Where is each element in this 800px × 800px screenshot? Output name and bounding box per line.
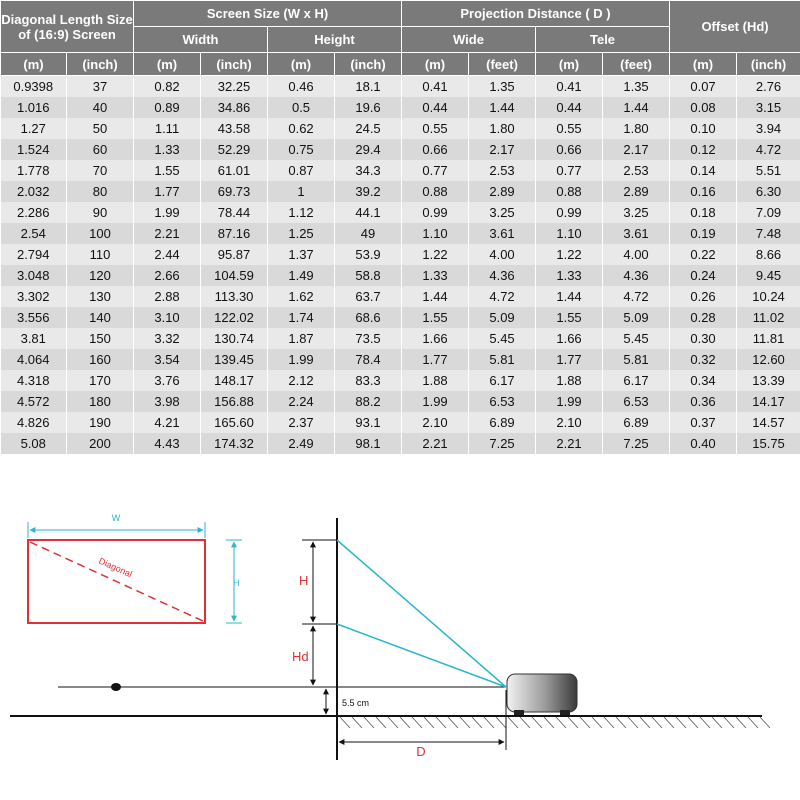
table-cell: 5.09 — [603, 307, 670, 328]
table-cell: 1.35 — [469, 76, 536, 98]
hatch-line — [748, 717, 758, 728]
table-cell: 150 — [67, 328, 134, 349]
table-cell: 0.75 — [268, 139, 335, 160]
hatch-line — [508, 717, 518, 728]
table-cell: 1.88 — [536, 370, 603, 391]
table-cell: 2.76 — [737, 76, 800, 98]
table-cell: 0.22 — [670, 244, 737, 265]
table-cell: 4.00 — [603, 244, 670, 265]
table-cell: 7.48 — [737, 223, 800, 244]
table-cell: 87.16 — [201, 223, 268, 244]
table-cell: 3.81 — [1, 328, 67, 349]
table-cell: 1.99 — [536, 391, 603, 412]
table-cell: 200 — [67, 433, 134, 454]
table-cell: 1.55 — [134, 160, 201, 181]
table-cell: 4.72 — [603, 286, 670, 307]
table-cell: 1.25 — [268, 223, 335, 244]
hatch-line — [652, 717, 662, 728]
table-cell: 0.10 — [670, 118, 737, 139]
table-cell: 0.55 — [536, 118, 603, 139]
table-cell: 68.6 — [335, 307, 402, 328]
table-cell: 1.33 — [536, 265, 603, 286]
table-cell: 0.14 — [670, 160, 737, 181]
table-cell: 4.72 — [469, 286, 536, 307]
table-cell: 190 — [67, 412, 134, 433]
hatch-line — [640, 717, 650, 728]
table-cell: 12.60 — [737, 349, 800, 370]
table-cell: 2.10 — [536, 412, 603, 433]
table-cell: 1.22 — [402, 244, 469, 265]
table-cell: 0.12 — [670, 139, 737, 160]
unit-header: (m) — [268, 53, 335, 76]
table-cell: 34.3 — [335, 160, 402, 181]
table-cell: 0.07 — [670, 76, 737, 98]
table-cell: 1.10 — [536, 223, 603, 244]
table-cell: 130 — [67, 286, 134, 307]
hatch-line — [400, 717, 410, 728]
table-cell: 78.4 — [335, 349, 402, 370]
table-cell: 50 — [67, 118, 134, 139]
table-cell: 0.9398 — [1, 76, 67, 98]
hatch-line — [556, 717, 566, 728]
hatch-line — [484, 717, 494, 728]
table-cell: 53.9 — [335, 244, 402, 265]
table-cell: 7.09 — [737, 202, 800, 223]
table-cell: 44.1 — [335, 202, 402, 223]
table-cell: 1.77 — [536, 349, 603, 370]
table-cell: 1.99 — [134, 202, 201, 223]
table-cell: 0.24 — [670, 265, 737, 286]
table-cell: 2.53 — [603, 160, 670, 181]
hatch-line — [364, 717, 374, 728]
table-cell: 1.80 — [603, 118, 670, 139]
table-cell: 2.49 — [268, 433, 335, 454]
table-cell: 78.44 — [201, 202, 268, 223]
table-cell: 170 — [67, 370, 134, 391]
hatch-line — [688, 717, 698, 728]
table-cell: 0.37 — [670, 412, 737, 433]
table-cell: 1.44 — [402, 286, 469, 307]
table-cell: 3.76 — [134, 370, 201, 391]
table-cell: 2.21 — [134, 223, 201, 244]
table-cell: 40 — [67, 97, 134, 118]
table-cell: 4.72 — [737, 139, 800, 160]
table-cell: 0.30 — [670, 328, 737, 349]
hatch-line — [460, 717, 470, 728]
table-cell: 37 — [67, 76, 134, 98]
unit-header: (feet) — [603, 53, 670, 76]
table-cell: 5.08 — [1, 433, 67, 454]
table-cell: 1.44 — [469, 97, 536, 118]
lens-height-label: 5.5 cm — [342, 698, 370, 708]
table-cell: 93.1 — [335, 412, 402, 433]
table-cell: 32.25 — [201, 76, 268, 98]
table-cell: 69.73 — [201, 181, 268, 202]
floor-hatching — [340, 717, 770, 728]
table-cell: 2.21 — [402, 433, 469, 454]
screen-front-view — [28, 513, 242, 623]
table-cell: 73.5 — [335, 328, 402, 349]
table-cell: 0.19 — [670, 223, 737, 244]
table-cell: 0.08 — [670, 97, 737, 118]
table-cell: 100 — [67, 223, 134, 244]
table-cell: 19.6 — [335, 97, 402, 118]
table-cell: 1.33 — [402, 265, 469, 286]
hatch-line — [712, 717, 722, 728]
table-cell: 2.44 — [134, 244, 201, 265]
table-cell: 4.36 — [469, 265, 536, 286]
table-cell: 3.048 — [1, 265, 67, 286]
hatch-line — [472, 717, 482, 728]
table-cell: 1.99 — [268, 349, 335, 370]
table-cell: 4.826 — [1, 412, 67, 433]
table-cell: 6.17 — [603, 370, 670, 391]
table-cell: 148.17 — [201, 370, 268, 391]
table-cell: 1.66 — [402, 328, 469, 349]
table-cell: 8.66 — [737, 244, 800, 265]
table-cell: 5.09 — [469, 307, 536, 328]
table-cell: 9.45 — [737, 265, 800, 286]
unit-header: (m) — [134, 53, 201, 76]
unit-header: (feet) — [469, 53, 536, 76]
header-diagonal: Diagonal Length Size of (16:9) Screen — [1, 1, 134, 53]
table-cell: 1.74 — [268, 307, 335, 328]
table-cell: 3.302 — [1, 286, 67, 307]
table-cell: 160 — [67, 349, 134, 370]
table-cell: 0.18 — [670, 202, 737, 223]
table-cell: 2.21 — [536, 433, 603, 454]
table-cell: 104.59 — [201, 265, 268, 286]
table-cell: 14.17 — [737, 391, 800, 412]
table-cell: 88.2 — [335, 391, 402, 412]
table-cell: 0.82 — [134, 76, 201, 98]
table-cell: 1.524 — [1, 139, 67, 160]
table-cell: 3.98 — [134, 391, 201, 412]
table-cell: 2.24 — [268, 391, 335, 412]
table-cell: 1.27 — [1, 118, 67, 139]
hatch-line — [592, 717, 602, 728]
table-cell: 2.12 — [268, 370, 335, 391]
table-cell: 83.3 — [335, 370, 402, 391]
table-cell: 0.77 — [402, 160, 469, 181]
unit-header: (inch) — [67, 53, 134, 76]
hatch-line — [628, 717, 638, 728]
table-cell: 156.88 — [201, 391, 268, 412]
table-cell: 0.46 — [268, 76, 335, 98]
header-tele: Tele — [536, 27, 670, 53]
table-cell: 0.44 — [536, 97, 603, 118]
table-cell: 0.41 — [402, 76, 469, 98]
table-cell: 122.02 — [201, 307, 268, 328]
hatch-line — [616, 717, 626, 728]
table-cell: 1.55 — [402, 307, 469, 328]
table-cell: 165.60 — [201, 412, 268, 433]
table-cell: 6.89 — [603, 412, 670, 433]
header-projection-distance: Projection Distance ( D ) — [402, 1, 670, 27]
table-cell: 0.41 — [536, 76, 603, 98]
table-cell: 0.44 — [402, 97, 469, 118]
table-cell: 2.17 — [469, 139, 536, 160]
table-cell: 15.75 — [737, 433, 800, 454]
unit-header: (m) — [670, 53, 737, 76]
side-height-label: H — [299, 573, 309, 588]
hatch-line — [664, 717, 674, 728]
table-cell: 6.89 — [469, 412, 536, 433]
hatch-line — [352, 717, 362, 728]
hatch-line — [424, 717, 434, 728]
table-cell: 130.74 — [201, 328, 268, 349]
table-cell: 139.45 — [201, 349, 268, 370]
table-cell: 4.064 — [1, 349, 67, 370]
table-cell: 61.01 — [201, 160, 268, 181]
hatch-line — [760, 717, 770, 728]
diagonal-line — [30, 542, 203, 621]
table-cell: 1.33 — [134, 139, 201, 160]
hatch-line — [520, 717, 530, 728]
table-cell: 3.10 — [134, 307, 201, 328]
table-cell: 0.16 — [670, 181, 737, 202]
unit-header: (m) — [1, 53, 67, 76]
table-cell: 0.28 — [670, 307, 737, 328]
offset-label: Hd — [292, 649, 309, 664]
table-cell: 1.55 — [536, 307, 603, 328]
header-height: Height — [268, 27, 402, 53]
table-cell: 80 — [67, 181, 134, 202]
table-cell: 3.54 — [134, 349, 201, 370]
table-cell: 1.77 — [134, 181, 201, 202]
diagonal-label: Diagonal — [97, 555, 134, 580]
table-cell: 0.40 — [670, 433, 737, 454]
table-cell: 3.94 — [737, 118, 800, 139]
table-cell: 2.37 — [268, 412, 335, 433]
table-cell: 1.10 — [402, 223, 469, 244]
table-cell: 6.17 — [469, 370, 536, 391]
lens-axis-dot — [111, 683, 121, 691]
width-label: W — [111, 513, 121, 523]
table-cell: 29.4 — [335, 139, 402, 160]
table-cell: 2.10 — [402, 412, 469, 433]
table-cell: 43.58 — [201, 118, 268, 139]
table-cell: 0.66 — [402, 139, 469, 160]
table-cell: 0.32 — [670, 349, 737, 370]
table-cell: 7.25 — [469, 433, 536, 454]
table-cell: 1.778 — [1, 160, 67, 181]
table-cell: 90 — [67, 202, 134, 223]
table-cell: 3.15 — [737, 97, 800, 118]
table-cell: 2.17 — [603, 139, 670, 160]
table-cell: 1.44 — [603, 97, 670, 118]
hatch-line — [568, 717, 578, 728]
table-cell: 1.80 — [469, 118, 536, 139]
unit-header: (inch) — [201, 53, 268, 76]
table-cell: 0.26 — [670, 286, 737, 307]
table-cell: 2.286 — [1, 202, 67, 223]
table-cell: 1.62 — [268, 286, 335, 307]
hatch-line — [376, 717, 386, 728]
table-cell: 1.22 — [536, 244, 603, 265]
projection-beam-top — [337, 540, 506, 687]
table-cell: 34.86 — [201, 97, 268, 118]
table-cell: 4.43 — [134, 433, 201, 454]
distance-label: D — [416, 744, 426, 759]
hatch-line — [340, 717, 350, 728]
hatch-line — [724, 717, 734, 728]
table-cell: 1.88 — [402, 370, 469, 391]
hatch-line — [736, 717, 746, 728]
hatch-line — [676, 717, 686, 728]
table-cell: 0.99 — [402, 202, 469, 223]
table-cell: 0.62 — [268, 118, 335, 139]
hatch-line — [604, 717, 614, 728]
table-cell: 14.57 — [737, 412, 800, 433]
table-cell: 1.37 — [268, 244, 335, 265]
hatch-line — [436, 717, 446, 728]
table-cell: 0.36 — [670, 391, 737, 412]
table-cell: 4.318 — [1, 370, 67, 391]
table-cell: 174.32 — [201, 433, 268, 454]
table-cell: 11.81 — [737, 328, 800, 349]
table-cell: 0.99 — [536, 202, 603, 223]
table-cell: 95.87 — [201, 244, 268, 265]
table-cell: 5.45 — [469, 328, 536, 349]
table-cell: 0.5 — [268, 97, 335, 118]
table-cell: 1.77 — [402, 349, 469, 370]
side-view — [10, 518, 770, 760]
unit-header: (inch) — [335, 53, 402, 76]
table-cell: 1.12 — [268, 202, 335, 223]
table-cell: 2.88 — [134, 286, 201, 307]
table-cell: 1.66 — [536, 328, 603, 349]
table-cell: 110 — [67, 244, 134, 265]
header-width: Width — [134, 27, 268, 53]
hatch-line — [388, 717, 398, 728]
table-cell: 1 — [268, 181, 335, 202]
table-cell: 63.7 — [335, 286, 402, 307]
table-cell: 1.016 — [1, 97, 67, 118]
table-cell: 2.794 — [1, 244, 67, 265]
table-cell: 49 — [335, 223, 402, 244]
table-cell: 1.87 — [268, 328, 335, 349]
table-cell: 0.77 — [536, 160, 603, 181]
table-cell: 6.53 — [469, 391, 536, 412]
table-cell: 2.66 — [134, 265, 201, 286]
table-cell: 0.88 — [536, 181, 603, 202]
header-screen-size: Screen Size (W x H) — [134, 1, 402, 27]
table-cell: 4.36 — [603, 265, 670, 286]
table-cell: 24.5 — [335, 118, 402, 139]
table-cell: 18.1 — [335, 76, 402, 98]
table-cell: 2.53 — [469, 160, 536, 181]
hatch-line — [496, 717, 506, 728]
hatch-line — [700, 717, 710, 728]
table-cell: 2.032 — [1, 181, 67, 202]
table-cell: 1.11 — [134, 118, 201, 139]
table-cell: 6.53 — [603, 391, 670, 412]
table-cell: 0.66 — [536, 139, 603, 160]
table-cell: 2.89 — [603, 181, 670, 202]
table-cell: 3.61 — [469, 223, 536, 244]
table-cell: 1.35 — [603, 76, 670, 98]
hatch-line — [448, 717, 458, 728]
projection-beam-bottom — [337, 624, 506, 687]
table-cell: 4.00 — [469, 244, 536, 265]
table-cell: 2.54 — [1, 223, 67, 244]
hatch-line — [532, 717, 542, 728]
hatch-line — [580, 717, 590, 728]
table-cell: 7.25 — [603, 433, 670, 454]
table-cell: 4.21 — [134, 412, 201, 433]
table-cell: 4.572 — [1, 391, 67, 412]
table-cell: 120 — [67, 265, 134, 286]
height-label: H — [233, 578, 240, 588]
table-cell: 39.2 — [335, 181, 402, 202]
table-cell: 5.81 — [603, 349, 670, 370]
table-cell: 5.51 — [737, 160, 800, 181]
table-cell: 3.25 — [603, 202, 670, 223]
unit-header: (m) — [402, 53, 469, 76]
unit-header: (inch) — [737, 53, 800, 76]
table-cell: 113.30 — [201, 286, 268, 307]
table-cell: 60 — [67, 139, 134, 160]
table-cell: 3.32 — [134, 328, 201, 349]
hatch-line — [412, 717, 422, 728]
table-cell: 3.556 — [1, 307, 67, 328]
table-cell: 58.8 — [335, 265, 402, 286]
table-cell: 70 — [67, 160, 134, 181]
table-cell: 180 — [67, 391, 134, 412]
hatch-line — [544, 717, 554, 728]
header-wide: Wide — [402, 27, 536, 53]
table-cell: 10.24 — [737, 286, 800, 307]
table-cell: 1.49 — [268, 265, 335, 286]
table-cell: 0.87 — [268, 160, 335, 181]
table-cell: 11.02 — [737, 307, 800, 328]
table-cell: 5.81 — [469, 349, 536, 370]
table-cell: 1.44 — [536, 286, 603, 307]
table-cell: 1.99 — [402, 391, 469, 412]
projector-icon — [507, 674, 577, 715]
table-cell: 98.1 — [335, 433, 402, 454]
table-cell: 0.88 — [402, 181, 469, 202]
table-cell: 5.45 — [603, 328, 670, 349]
table-cell: 3.25 — [469, 202, 536, 223]
header-offset: Offset (Hd) — [670, 1, 800, 53]
table-cell: 3.61 — [603, 223, 670, 244]
table-cell: 140 — [67, 307, 134, 328]
table-cell: 2.89 — [469, 181, 536, 202]
table-cell: 0.89 — [134, 97, 201, 118]
table-cell: 0.34 — [670, 370, 737, 391]
table-cell: 52.29 — [201, 139, 268, 160]
table-cell: 13.39 — [737, 370, 800, 391]
unit-header: (m) — [536, 53, 603, 76]
table-cell: 0.55 — [402, 118, 469, 139]
table-cell: 6.30 — [737, 181, 800, 202]
